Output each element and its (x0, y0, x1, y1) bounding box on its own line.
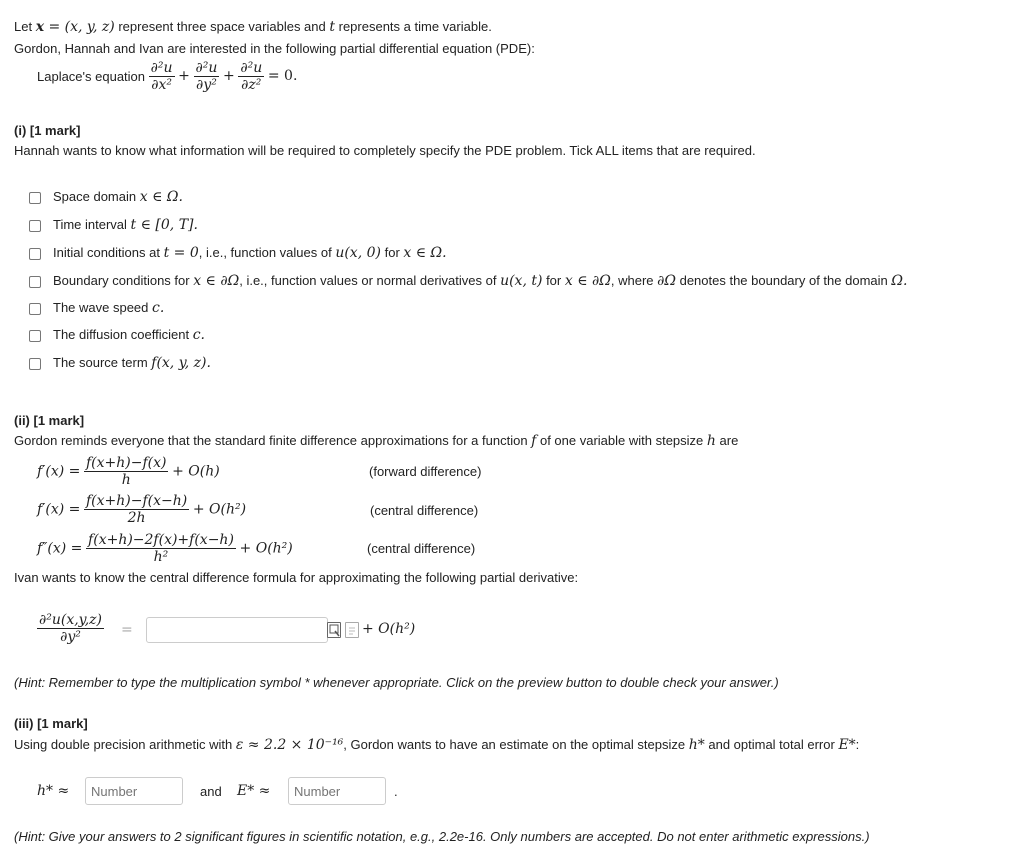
part3-title: (iii) [1 mark] (14, 716, 88, 731)
math-xyz: = (x, y, z) (44, 19, 115, 35)
part3-hint: (Hint: Give your answers to 2 significant figures in scientific notation, e.g., 2.2e-16. Only numbers are accepted. Do not enter arithmetic expressions.) (14, 829, 870, 844)
forward-difference-formula: f′(x) = $\frac{f(x+h)-f(x)}{h}$ + O(h) (37, 455, 220, 488)
central-difference-second-formula: f″(x) = $\frac{f(x+h)-2f(x)+f(x-h)}{\text{h²}}$ + O(h²) (37, 532, 293, 565)
intro-text: represents a time variable. (335, 19, 492, 34)
option-wave-speed: The wave speed c. (53, 300, 165, 316)
option-time-interval: Time interval t ∈ [0, T]. (53, 217, 198, 233)
checkbox-space-domain[interactable] (29, 192, 41, 204)
checkbox-wave-speed[interactable] (29, 303, 41, 315)
period: . (394, 784, 398, 799)
equals-sign: = (121, 622, 133, 638)
math-t: t (329, 19, 336, 35)
central-difference-answer-input[interactable] (146, 617, 328, 643)
part2-ivan-prompt: Ivan wants to know the central difference formula for approximating the following partial derivative: (14, 570, 579, 585)
checkbox-initial-conditions[interactable] (29, 248, 41, 260)
e-star-input[interactable] (288, 777, 386, 805)
intro-text: Let (14, 19, 36, 34)
plus: + (223, 67, 235, 84)
answer-error-term: + O(h²) (362, 621, 416, 637)
and-text: and (200, 784, 222, 799)
checkbox-boundary-conditions[interactable] (29, 276, 41, 288)
part2-hint: (Hint: Remember to type the multiplication symbol * whenever appropriate. Click on the preview button to double check your answer.) (14, 675, 779, 690)
math-x: x (35, 19, 45, 35)
part2-title: (ii) [1 mark] (14, 413, 85, 428)
checkbox-diffusion-coefficient[interactable] (29, 330, 41, 342)
eq-zero: = 0. (267, 67, 298, 84)
frac-dz: $\frac{\text{∂²u}}{\text{∂z²}}$ (240, 60, 263, 93)
central-difference-second-label: (central difference) (367, 541, 476, 556)
intro-line-1 (14, 19, 492, 35)
preview-icon[interactable] (327, 622, 341, 638)
part1-title: (i) [1 mark] (14, 123, 81, 138)
intro-line-2: Gordon, Hannah and Ivan are interested in the following partial differential equation (PDE): (14, 41, 535, 56)
laplace-label: Laplace's equation (37, 69, 146, 84)
option-boundary-conditions: Boundary conditions for x ∈ ∂Ω, i.e., function values or normal derivatives of u(x, t) for x ∈ ∂Ω, where ∂Ω denotes the boundary of the domain Ω. (53, 273, 908, 289)
part2-prompt: Gordon reminds everyone that the standard finite difference approximations for a function f of one variable with stepsize h are (14, 433, 739, 449)
frac-dy: $\frac{\text{∂²u}}{\text{∂y²}}$ (195, 60, 218, 93)
h-star-label: h* ≈ (37, 783, 70, 799)
e-star-label: E* ≈ (237, 783, 271, 799)
intro-text: represent three space variables and (114, 19, 330, 34)
option-diffusion-coefficient: The diffusion coefficient c. (53, 327, 206, 343)
checkbox-source-term[interactable] (29, 358, 41, 370)
laplace-equation (37, 60, 297, 93)
h-star-input[interactable] (85, 777, 183, 805)
part1-prompt: Hannah wants to know what information will be required to completely specify the PDE problem. Tick ALL items that are required. (14, 143, 756, 158)
checkbox-time-interval[interactable] (29, 220, 41, 232)
option-initial-conditions: Initial conditions at t = 0, i.e., function values of u(x, 0) for x ∈ Ω. (53, 245, 447, 261)
partial-derivative-lhs: $\frac{\text{∂²u(x,y,z)}}{\text{∂y²}}$ (39, 612, 103, 645)
frac-dx: $\frac{\text{∂²u}}{\text{∂x²}}$ (150, 60, 173, 93)
part3-prompt: Using double precision arithmetic with ε ≈ 2.2 × 10⁻¹⁶, Gordon wants to have an estimate on the optimal stepsize h* and optimal total error E*: (14, 737, 860, 753)
option-space-domain: Space domain x ∈ Ω. (53, 189, 183, 205)
document-icon[interactable] (345, 622, 359, 638)
central-difference-first-formula: f′(x) = $\frac{f(x+h)-f(x-h)}{2h}$ + O(h²) (37, 493, 247, 526)
central-difference-first-label: (central difference) (370, 503, 479, 518)
plus: + (178, 67, 190, 84)
option-source-term: The source term f(x, y, z). (53, 355, 211, 371)
forward-difference-label: (forward difference) (369, 464, 482, 479)
